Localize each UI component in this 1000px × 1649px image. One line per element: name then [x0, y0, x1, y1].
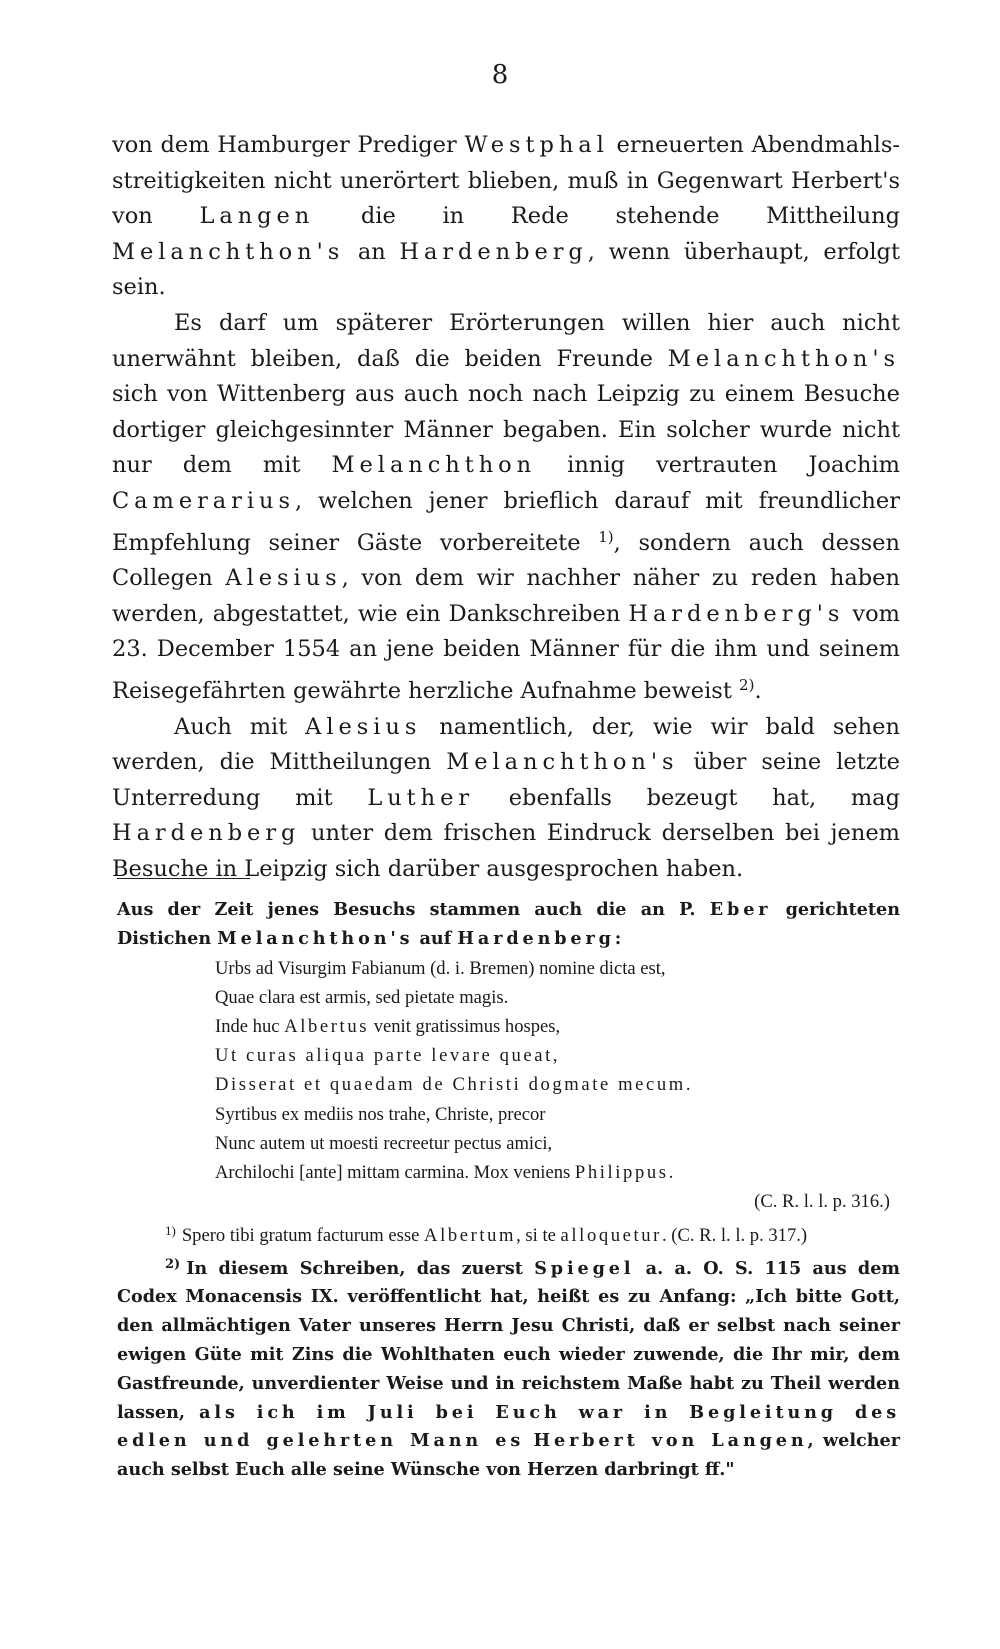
text-run: Archilochi [ante] mittam carmina. Mox veniens — [215, 1162, 575, 1184]
spaced-name: Melanchthon's — [667, 345, 900, 372]
text-run: venit gratissimus hospes, — [369, 1016, 561, 1037]
spaced-name: Eber — [709, 899, 772, 920]
text-run: von dem Hamburger Prediger — [112, 132, 465, 158]
text-run: , wenn überhaupt, erfolgt sein. — [112, 238, 900, 301]
text-run: , welchen jener brieflich darauf mit freundlicher Empfehlung seiner Gäste vorbereitete — [112, 487, 900, 556]
verse-line: Syrtibus ex mediis nos trahe, Christe, precor — [215, 1103, 546, 1125]
text-run: Auch mit — [174, 713, 306, 740]
text-run: . — [668, 1162, 674, 1184]
footnote-2 — [117, 1251, 900, 1485]
spaced-name: Herbert von Langen — [533, 1430, 808, 1452]
spaced-name: Hardenberg's — [628, 600, 845, 627]
footnote-1 — [117, 1216, 900, 1250]
text-run: an — [344, 238, 400, 265]
verse-line: Urbs ad Visurgim Fabianum (d. i. Bremen) nomine dicta est, — [215, 957, 666, 979]
footnote-marker: 2) — [165, 1256, 181, 1272]
text-run: Aus der Zeit jenes Besuchs stammen auch die an P. — [117, 899, 710, 920]
spaced-name: Melanchthon's — [446, 749, 679, 776]
text-run: a. a. O. S. 115 aus dem Codex Monacensis IX. veröffentlicht hat, heißt es zu Anfang: „Ich bitte Gott, den allmächtigen Vater unseres Herrn Jesu Christi, daß er selbst nach seiner ewigen Güte mit Zins die Wohlthaten euch wieder zuwende, die Ihr mir, dem Gastfreunde, unverdienter Weise und in reichstem Maße habt zu Theil werden lassen, — [117, 1257, 901, 1423]
main-text — [112, 128, 900, 887]
text-run: erneuerten Abendmahls-streitigkeiten nicht unerörtert blieben, muß in Gegenwart Herbert's von — [112, 132, 900, 230]
text-run: Spero tibi gratum facturum esse — [181, 1225, 425, 1247]
notes-section — [117, 896, 900, 1485]
text-run: , sondern auch dessen Collegen — [112, 529, 900, 592]
text-run: , si te — [516, 1225, 561, 1247]
text-run: gerichteten Distichen — [117, 899, 900, 949]
verse-line — [215, 1012, 900, 1041]
verse-line — [215, 1158, 900, 1187]
spaced-name: Westphal — [464, 132, 609, 158]
spaced-name: Hardenberg — [112, 820, 301, 847]
spaced-name: Alesius — [305, 713, 422, 740]
text-run: . (C. R. l. l. p. 317.) — [661, 1225, 808, 1247]
text-run: sich von Wittenberg aus auch noch nach Leipzig zu einem Besuche dortiger gleichgesinnter Männer begaben. Ein solcher wurde nicht nur dem mit — [112, 381, 900, 479]
text-run: : — [614, 927, 622, 949]
text-run: ebenfalls bezeugt hat, mag — [474, 784, 900, 811]
spaced-name: Hardenberg — [457, 927, 615, 949]
spaced-phrase: als ich im Juli bei Euch war in Begleitung des edlen und gelehrten Mann es — [117, 1401, 900, 1452]
paragraph-2 — [112, 306, 900, 710]
text-run: unter dem frischen Eindruck derselben bei jenem Besuche in Leipzig sich darüber ausgesprochen haben. — [112, 820, 900, 882]
verse-source: (C. R. l. l. p. 316.) — [754, 1191, 890, 1213]
footnote-divider — [117, 878, 250, 879]
paragraph-3 — [112, 710, 900, 888]
spaced-name: Melanchthon — [331, 452, 537, 479]
text-run: über seine letzte Unterredung mit — [112, 749, 900, 811]
spaced-name: Albertum — [424, 1225, 517, 1247]
text-run — [524, 1430, 533, 1451]
spaced-name: Albertus — [284, 1016, 370, 1037]
text-run: . — [754, 677, 762, 704]
text-run: auf — [413, 927, 458, 949]
spaced-word: alloquetur — [560, 1225, 662, 1247]
text-run: innig vertrauten Joachim — [536, 452, 901, 479]
spaced-name: Melanchthon's — [112, 238, 345, 265]
paragraph-1 — [112, 128, 900, 306]
footnote-ref: 1) — [598, 527, 614, 546]
text-run: , von dem wir nachher näher zu reden haben werden, abgestattet, wie ein Dankschreiben — [112, 565, 900, 627]
footnote-ref: 2) — [739, 675, 755, 694]
verse-line: Quae clara est armis, sed pietate magis. — [215, 986, 509, 1008]
footnote-marker: 1) — [165, 1223, 176, 1239]
spaced-name: Melanchthon's — [217, 927, 414, 949]
text-run: , welcher auch selbst Euch alle seine Wünsche von Herzen darbringt ff." — [117, 1430, 900, 1481]
spaced-name: Hardenberg — [399, 238, 588, 265]
text-run: die in Rede stehende Mittheilung — [314, 203, 900, 230]
latin-distichs — [215, 954, 900, 1188]
text-run: Es darf um späterer Erörterungen willen hier auch nicht unerwähnt bleiben, daß die beiden Freunde — [112, 309, 900, 372]
spaced-name: Alesius — [225, 565, 342, 592]
text-run: In diesem Schreiben, das zuerst — [186, 1257, 535, 1279]
verse-line: Ut curas aliqua parte levare queat, — [215, 1045, 561, 1067]
text-run: namentlich, der, wie wir bald sehen werden, die Mittheilungen — [112, 713, 900, 776]
spaced-name: Langen — [199, 203, 315, 230]
spaced-name: Luther — [367, 784, 475, 811]
spaced-name: Philippus — [574, 1162, 669, 1184]
page-number: 8 — [491, 60, 509, 90]
notes-intro — [117, 896, 900, 954]
text-run: vom 23. December 1554 an jene beiden Männer für die ihm und seinem Reisegefährten gewährte herzliche Aufnahme beweist — [112, 600, 900, 704]
verse-line: Nunc autem ut moesti recreetur pectus amici, — [215, 1132, 553, 1154]
spaced-name: Camerarius — [112, 487, 295, 514]
verse-line: Disserat et quaedam de Christi dogmate mecum. — [215, 1074, 694, 1096]
spaced-name: Spiegel — [534, 1257, 635, 1279]
text-run: Inde huc — [215, 1016, 285, 1037]
